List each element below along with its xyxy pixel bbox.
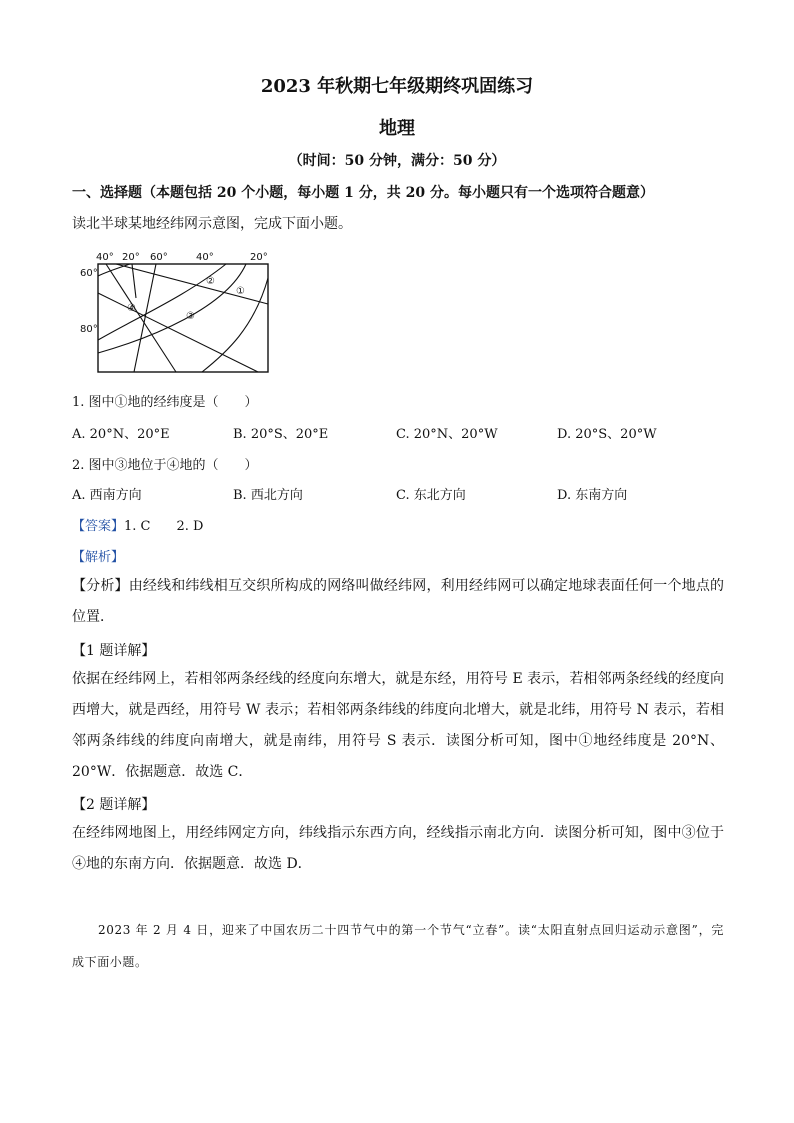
question-1-option-c[interactable]: C. 20°N、20°W — [396, 427, 498, 442]
meridian-line — [106, 264, 176, 372]
map-frame — [98, 264, 268, 372]
question-1-stem: 1. 图中①地的经纬度是（ ） — [72, 395, 258, 410]
detail-1-label: 【1 题详解】 — [72, 643, 156, 659]
question-2-option-b[interactable]: B. 西北方向 — [233, 488, 303, 503]
top-label: 40° — [96, 252, 114, 263]
fenxi-paragraph — [72, 571, 724, 633]
left-label: 80° — [80, 324, 98, 335]
answer-line — [72, 515, 203, 534]
detail-1-text: 依据在经纬网上，若相邻两条经线的经度向东增大，就是东经，用符号 E 表示，若相邻两条经线的经度向西增大，就是西经，用符号 W 表示；若相邻两条纬线的纬度向北增大，就是北纬，用符号 N 表示，若相邻两条纬线的纬度向南增大，就是南纬，用符号 S 表示．读图分析可知，图中①地经纬度是 20°N、20°W．依据题意．故选 C． — [72, 671, 724, 780]
left-label: 60° — [80, 268, 98, 279]
section-intro: 读北半球某地经纬网示意图，完成下面小题。 — [72, 216, 352, 232]
section-heading: 一、选择题（本题包括 20 个小题，每小题 1 分，共 20 分。每小题只有一个选项符合题意） — [72, 185, 654, 201]
parallel-arc — [202, 278, 268, 372]
parallel-arc — [98, 264, 246, 353]
detail-2-text: 在经纬网地图上，用经纬网定方向，纬线指示东西方向，经线指示南北方向．读图分析可知，图中③位于④地的东南方向．依据题意．故选 D． — [72, 825, 724, 872]
top-label: 60° — [150, 252, 168, 263]
graticule-map-figure — [76, 248, 276, 376]
answer-label: 【答案】 — [72, 519, 125, 534]
meridian-line — [134, 264, 156, 372]
next-passage: 2023 年 2 月 4 日，迎来了中国农历二十四节气中的第一个节气“立春”。读“太阳直射点回归运动示意图”，完成下面小题。 — [72, 923, 724, 969]
point-label: ③ — [186, 311, 195, 322]
question-1-option-a[interactable]: A. 20°N、20°E — [72, 427, 170, 442]
exam-title: 2023 年秋期七年级期终巩固练习 — [260, 76, 534, 97]
point-label: ② — [206, 276, 215, 287]
point-label: ④ — [127, 303, 136, 314]
question-1-option-b[interactable]: B. 20°S、20°E — [233, 427, 329, 442]
exam-info: （时间：50 分钟，满分：50 分） — [288, 153, 506, 169]
fenxi-text: 由经线和纬线相互交织所构成的网络叫做经纬网，利用经纬网可以确定地球表面任何一个地点的位置． — [72, 578, 725, 625]
question-2-option-c[interactable]: C. 东北方向 — [396, 488, 466, 503]
top-label: 20° — [250, 252, 268, 263]
question-2-option-a[interactable]: A. 西南方向 — [72, 488, 142, 503]
parallel-arc — [98, 264, 130, 276]
point-label: ① — [236, 286, 245, 297]
detail-2-label: 【2 题详解】 — [72, 797, 156, 813]
question-2-option-d[interactable]: D. 东南方向 — [557, 488, 628, 503]
analysis-label: 【解析】 — [72, 550, 125, 565]
subject-title: 地理 — [379, 118, 415, 139]
meridian-line — [98, 293, 258, 372]
question-1-option-d[interactable]: D. 20°S、20°W — [557, 427, 657, 442]
fenxi-label: 【分析】 — [72, 578, 129, 594]
top-label: 40° — [196, 252, 214, 263]
answer-text: 1. C 2. D — [124, 519, 204, 534]
top-label: 20° — [122, 252, 140, 263]
question-2-stem: 2. 图中③地位于④地的（ ） — [72, 458, 258, 473]
meridian-line — [116, 264, 268, 304]
